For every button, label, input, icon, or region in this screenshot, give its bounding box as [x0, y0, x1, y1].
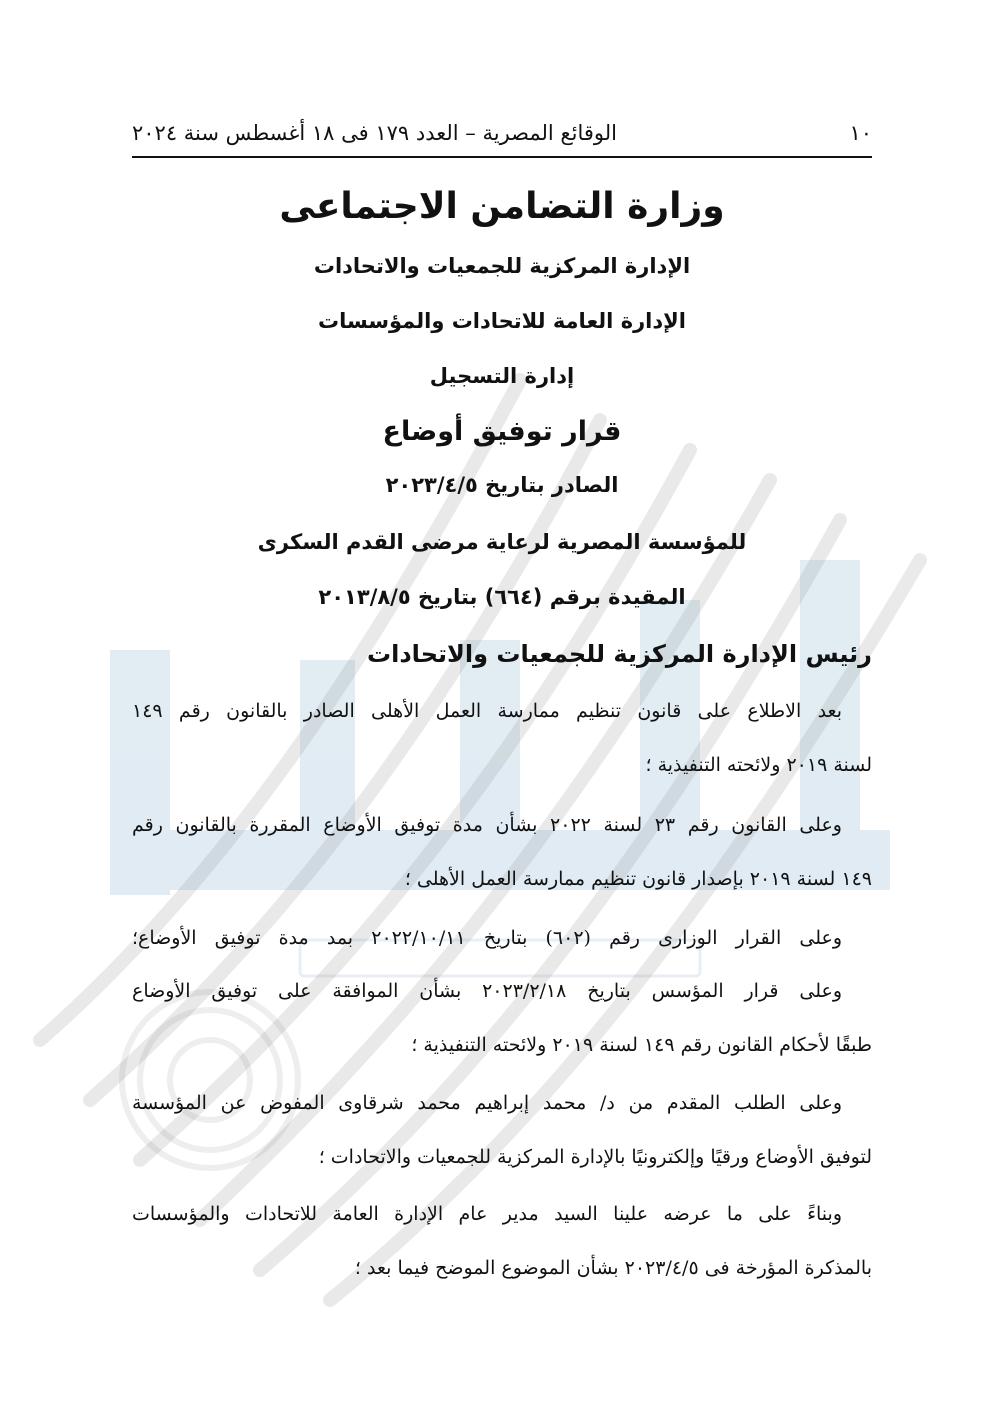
- paragraph-line: بعد الاطلاع على قانون تنظيم ممارسة العمل الأهلى الصادر بالقانون رقم ١٤٩: [132, 700, 842, 722]
- ministry-title: وزارة التضامن الاجتماعى: [279, 186, 725, 227]
- institution-line: للمؤسسة المصرية لرعاية مرضى القدم السكرى: [257, 530, 747, 554]
- paragraph-1: [132, 684, 872, 792]
- paragraph-5: [132, 1076, 872, 1184]
- issued-date-line: الصادر بتاريخ ٢٠٢٣/٤/٥: [385, 473, 619, 497]
- paragraph-line: وعلى القرار الوزارى رقم (٦٠٢) بتاريخ ٢٠٢٢/١٠/١١ بمد مدة توفيق الأوضاع؛: [132, 927, 843, 949]
- registration-department: إدارة التسجيل: [429, 364, 575, 388]
- running-header: [132, 113, 872, 153]
- page-number: ١٠: [849, 121, 872, 145]
- paragraph-line: وعلى القانون رقم ٢٣ لسنة ٢٠٢٢ بشأن مدة توفيق الأوضاع المقررة بالقانون رقم: [132, 814, 842, 836]
- paragraph-line: ١٤٩ لسنة ٢٠١٩ بإصدار قانون تنظيم ممارسة العمل الأهلى ؛: [404, 868, 872, 890]
- central-department: الإدارة المركزية للجمعيات والاتحادات: [313, 254, 691, 278]
- registration-line: المقيدة برقم (٦٦٤) بتاريخ ٢٠١٣/٨/٥: [318, 585, 686, 609]
- paragraph-line: طبقًا لأحكام القانون رقم ١٤٩ لسنة ٢٠١٩ ولائحته التنفيذية ؛: [411, 1034, 872, 1056]
- paragraph-line: بالمذكرة المؤرخة فى ٢٠٢٣/٤/٥ بشأن الموضوع الموضح فيما بعد ؛: [354, 1257, 872, 1279]
- president-heading: رئيس الإدارة المركزية للجمعيات والاتحادات: [367, 640, 872, 668]
- paragraph-4: [132, 964, 872, 1072]
- paragraph-line: لسنة ٢٠١٩ ولائحته التنفيذية ؛: [645, 754, 872, 776]
- paragraph-line: وبناءً على ما عرضه علينا السيد مدير عام الإدارة العامة للاتحادات والمؤسسات: [132, 1203, 842, 1225]
- header-rule: [132, 156, 872, 158]
- paragraph-line: وعلى الطلب المقدم من د/ محمد إبراهيم محمد شرقاوى المفوض عن المؤسسة: [132, 1092, 842, 1114]
- paragraph-3: [132, 911, 872, 965]
- paragraph-6: [132, 1187, 872, 1295]
- decision-title: قرار توفيق أوضاع: [382, 416, 622, 447]
- general-department: الإدارة العامة للاتحادات والمؤسسات: [318, 309, 686, 333]
- paragraph-line: لتوفيق الأوضاع ورقيًا وإلكترونيًا بالإدارة المركزية للجمعيات والاتحادات ؛: [318, 1146, 872, 1168]
- paragraph-line: وعلى قرار المؤسس بتاريخ ٢٠٢٣/٢/١٨ بشأن الموافقة على توفيق الأوضاع: [132, 980, 842, 1002]
- running-title: الوقائع المصرية – العدد ١٧٩ فى ١٨ أغسطس سنة ٢٠٢٤: [132, 121, 617, 145]
- paragraph-2: [132, 798, 872, 906]
